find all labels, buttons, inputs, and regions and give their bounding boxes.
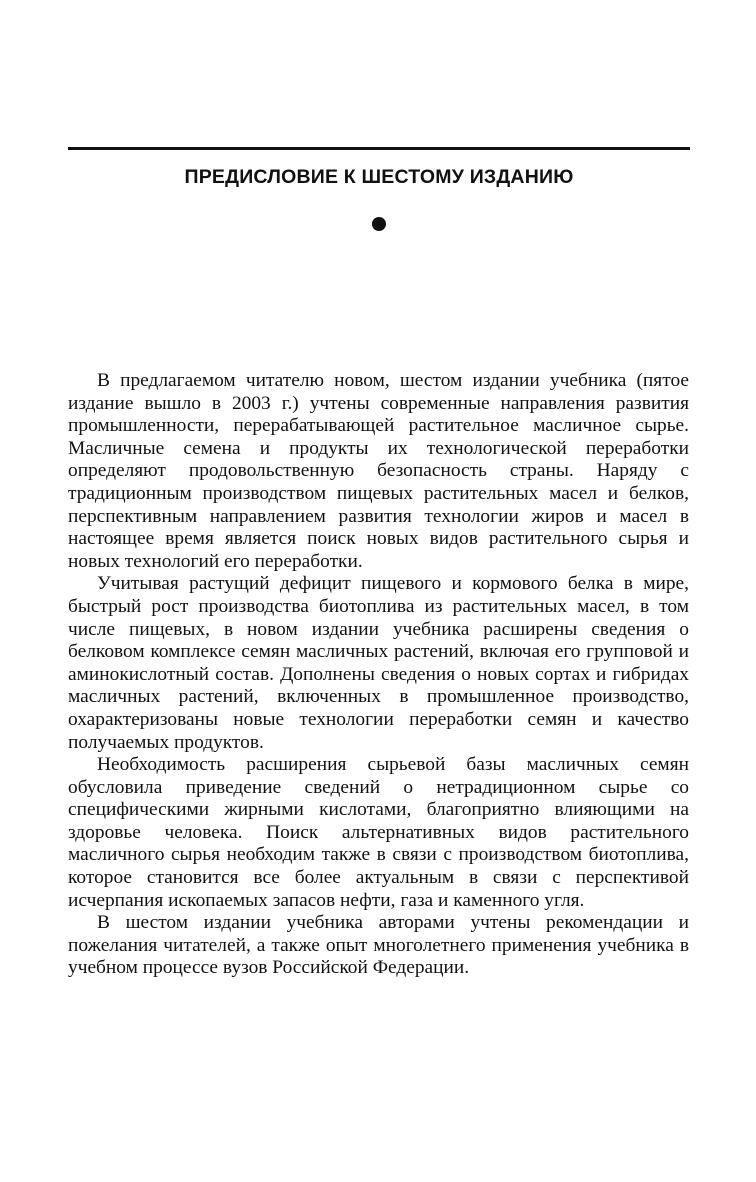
paragraph: В шестом издании учебника авторами учтены рекомендации и пожелания читателей, а также опыт многолетнего применения учебника в учебном процессе вузов Российской Федерации. [68,912,689,979]
paragraph: В предлагаемом читателю новом, шестом издании учебника (пятое издание вышло в 2003 г.) учтены современные направления развития промышленности, перерабатывающей растительное масличное сырье. Масличные семена и продукты их технологической переработки определяют продовольственную безопасность страны. Наряду с традиционным производством пищевых растительных масел и белков, перспективным направлением развития технологии жиров и масел в настоящее время является поиск новых видов растительного сырья и новых технологий его переработки. [68,370,689,572]
header-rule [68,147,690,150]
bullet-ornament [372,217,386,231]
chapter-title: ПРЕДИСЛОВИЕ К ШЕСТОМУ ИЗДАНИЮ [184,166,574,188]
paragraph: Учитывая растущий дефицит пищевого и кормового белка в мире, быстрый рост производства биотоплива из растительных масел, в том числе пищевых, в новом издании учебника расширены сведения о белковом комплексе семян масличных растений, включая его групповой и аминокислотный состав. Дополнены сведения о новых сортах и гибридах масличных растений, включенных в промышленное производство, охарактеризованы новые технологии переработки семян и качество получаемых продуктов. [68,573,689,753]
paragraph: Необходимость расширения сырьевой базы масличных семян обусловила приведение сведений о нетрадиционном сырье со специфическими жирными кислотами, благоприятно влияющими на здоровье человека. Поиск альтернативных видов растительного масличного сырья необходим также в связи с производством биотоплива, которое становится все более актуальным в связи с перспективой исчерпания ископаемых запасов нефти, газа и каменного угля. [68,754,689,911]
body-text [68,370,689,980]
